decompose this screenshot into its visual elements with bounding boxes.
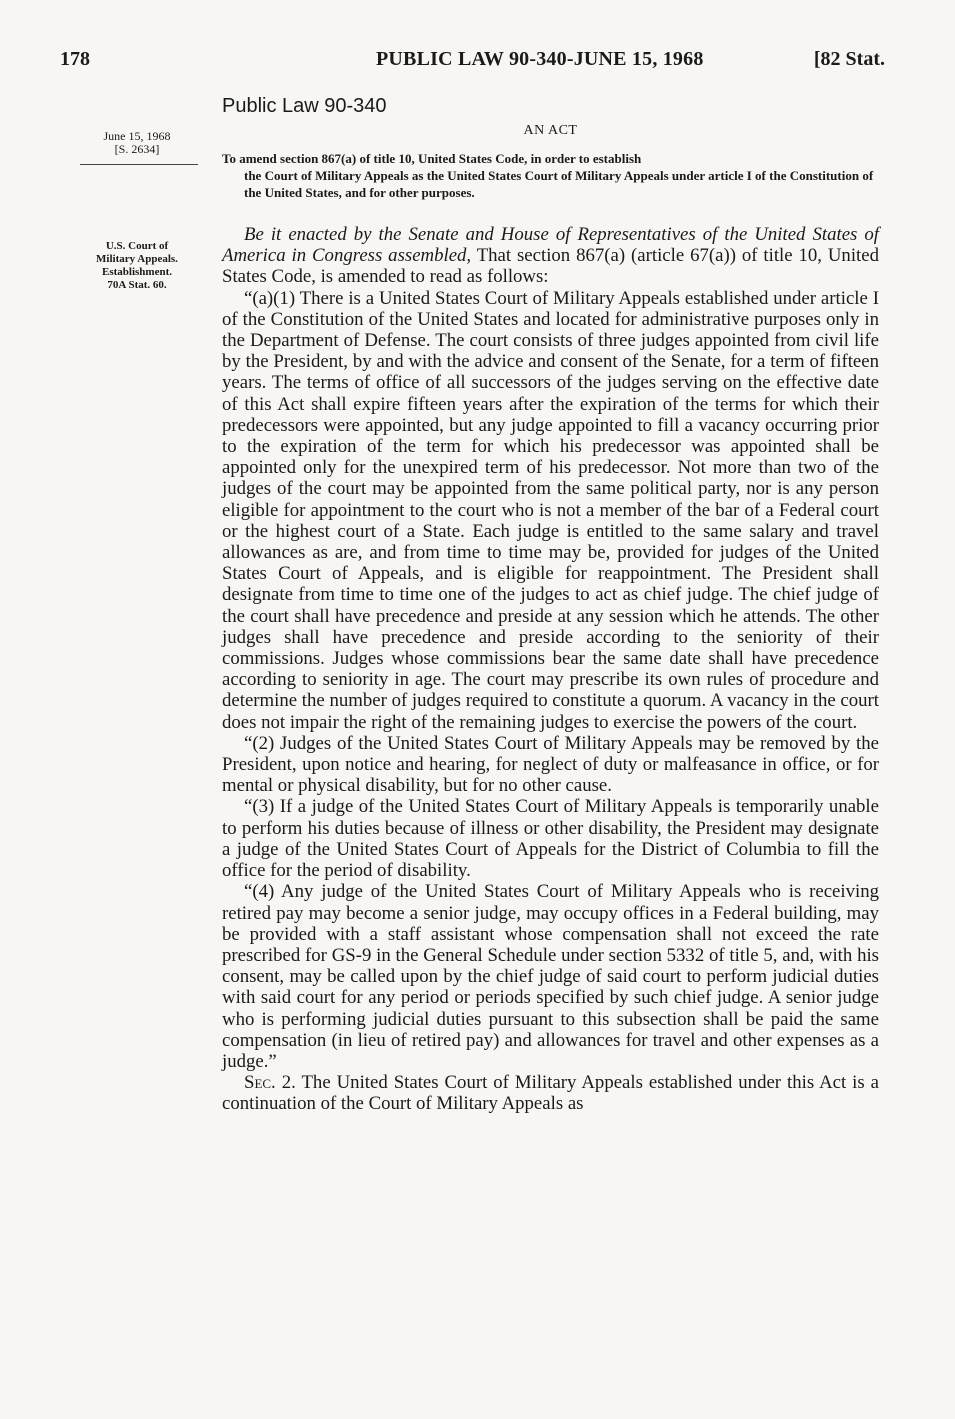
section-2-text: The United States Court of Military Appeals established under this Act is a continuation of the Court of Military Appeals as [222,1072,879,1115]
volume-reference: [82 Stat. [813,48,885,70]
margin-date-block [62,130,212,156]
margin-rule [80,164,198,165]
page-header [60,48,885,78]
act-body [222,224,879,1115]
section-2 [222,1072,879,1114]
purpose-first-line: To amend section 867(a) of title 10, United States Code, in order to establish [222,151,642,166]
enacting-clause-italic: Be it enacted by the Senate and House of Representatives of the United States of America in Congress assembled, [222,224,879,267]
section-2-label: Sec. 2. [244,1072,296,1094]
margin-note: U.S. Court of [105,240,169,252]
paragraph-2: “(2) Judges of the United States Court of Military Appeals may be removed by the President, upon notice and hearing, for neglect of duty or malfeasance in office, or for mental or physical disability, but for no other cause. [222,732,879,797]
bill-number: [S. 2634] [114,142,160,156]
margin-notes [62,240,212,292]
page-number: 178 [60,48,90,70]
purpose-rest: the Court of Military Appeals as the United States Court of Military Appeals under article I of the Constitution of the United States, and for other purposes. [244,168,874,200]
act-purpose [222,150,879,201]
paragraph-3: “(3) If a judge of the United States Court of Military Appeals is temporarily unable to perform his duties because of illness or other disability, the President may designate a judge of the United States Court of Appeals for the District of Columbia to fill the office for the period of disability. [222,796,879,882]
paragraph-a1: “(a)(1) There is a United States Court of Military Appeals established under article I of the Constitution of the United States and located for administrative purposes only in the Department of Defense. The court consists of three judges appointed from civil life by the President, by and with the advice and consent of the Senate, for a term of fifteen years. The terms of office of all successors of the judges serving on the effective date of this Act shall expire fifteen years after the expiration of the terms for which their predecessors were appointed, but any judge appointed to fill a vacancy occurring prior to the expiration of the term for which his predecessor was appointed shall be appointed only for the unexpired term of his predecessor. Not more than two of the judges of the court may be appointed from the same political party, nor is any person eligible for appointment to the court who is not a member of the bar of a Federal court or the highest court of a State. Each judge is entitled to the same salary and travel allowances as are, and from time to time may be, provided for judges of the United States Court of Appeals, and is eligible for reappointment. The President shall designate from time to time one of the judges to act as chief judge. The chief judge of the court shall have precedence and preside at any session which he attends. The other judges shall have precedence and preside according to the seniority of their commissions. Judges whose commissions bear the same date shall have precedence according to seniority in age. The court may prescribe its own rules of procedure and determine the number of judges required to constitute a quorum. A vacancy in the court does not impair the right of the remaining judges to exercise the powers of the court. [222,287,879,733]
running-head: PUBLIC LAW 90-340-JUNE 15, 1968 [376,48,704,70]
margin-note: Establishment. [102,266,172,278]
margin-note: Military Appeals. [96,253,178,265]
enacting-clause [222,224,879,288]
an-act-heading: AN ACT [523,123,578,138]
law-title: Public Law 90-340 [222,95,387,117]
enactment-date: June 15, 1968 [103,129,171,143]
paragraph-4: “(4) Any judge of the United States Court of Military Appeals who is receiving retired pay may become a senior judge, may occupy offices in a Federal building, may be provided with a staff assistant whose compensation shall not exceed the rate prescribed for GS-9 in the General Schedule under section 5332 of title 5, and, with his consent, may be called upon by the chief judge of said court to perform judicial duties with said court for any period or periods specified by such chief judge. A senior judge who is performing judicial duties pursuant to this subsection shall be paid the same compensation (in lieu of retired pay) and allowances for travel and other expenses as a judge.” [222,881,879,1072]
enacting-clause-rest: That section 867(a) (article 67(a)) of title 10, United States Code, is amended to read as follows: [222,245,879,288]
margin-note: 70A Stat. 60. [107,279,167,291]
